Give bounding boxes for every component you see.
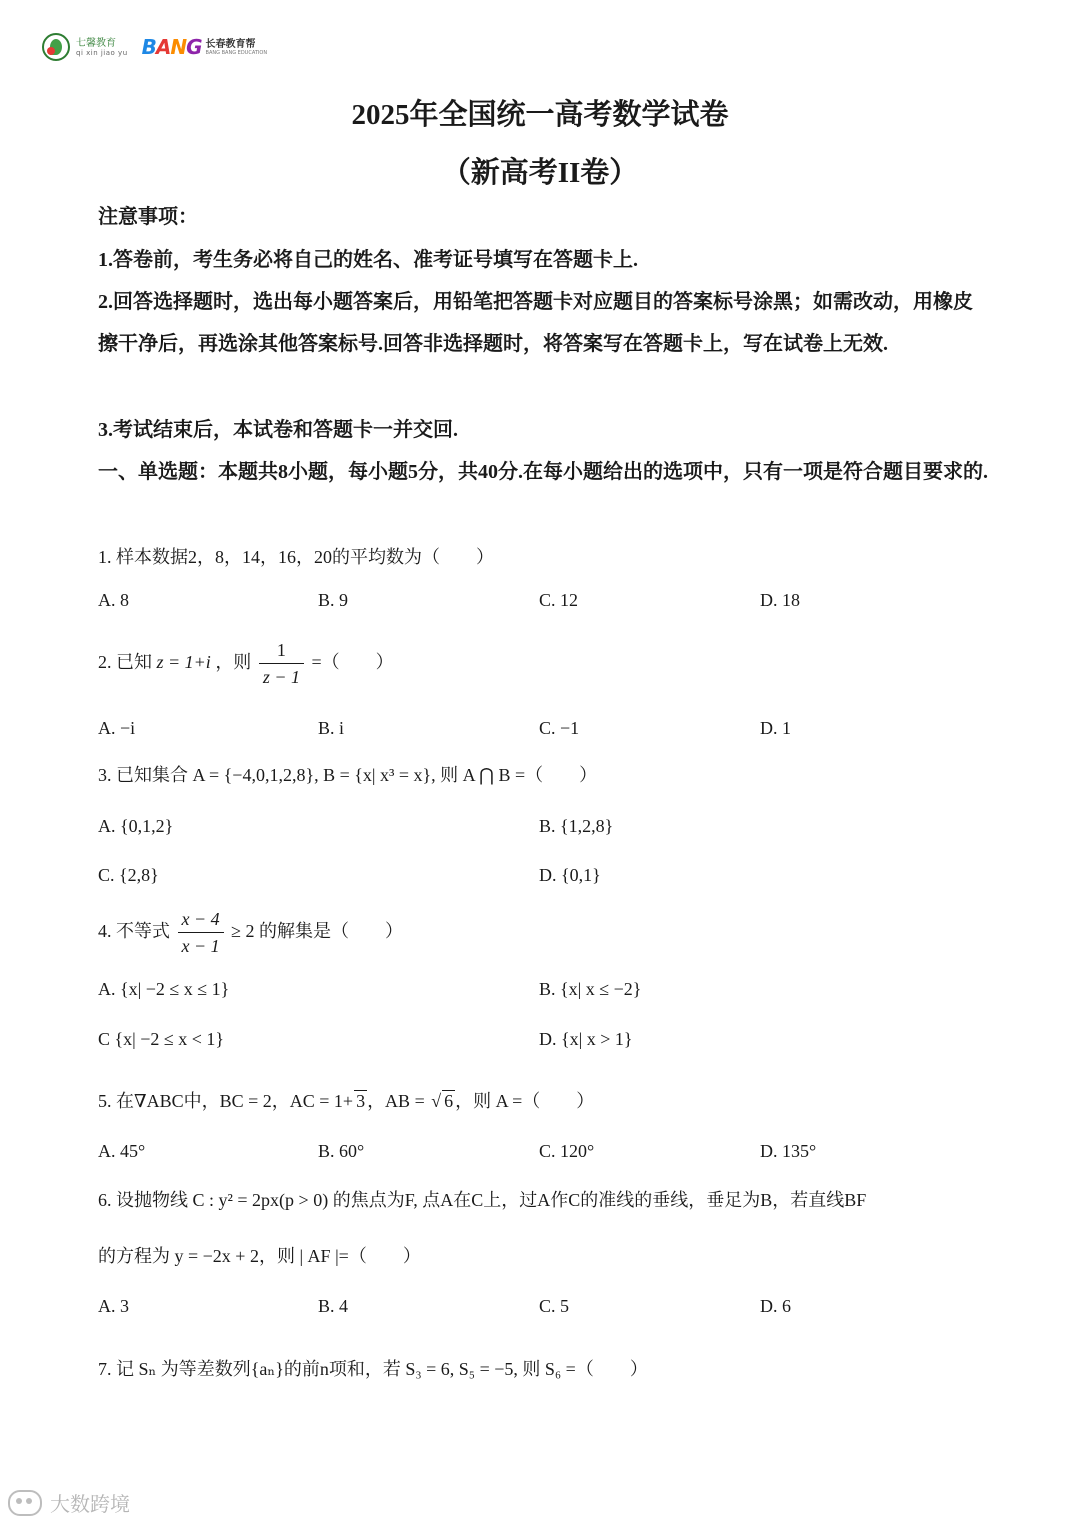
- q5-mid: ，AB =: [367, 1091, 430, 1111]
- q5-sqrt-6: 6: [444, 1091, 454, 1111]
- q4-fraction: [178, 908, 224, 957]
- page-subtitle: （新高考II卷）: [441, 157, 639, 189]
- logo2-name: 长春教育帮: [205, 38, 256, 50]
- q5-option-c[interactable]: C. 120°: [539, 1141, 595, 1161]
- q6-option-c[interactable]: C. 5: [539, 1296, 570, 1316]
- q2-option-d[interactable]: D. 1: [760, 718, 791, 738]
- question-7-stem: 7. 记 Sₙ 为等差数列{aₙ}的前n项和，若 S₃ = 6, S₅ = −5, 则 S₆ =（ ）: [98, 1359, 648, 1379]
- question-6-stem-line-1: 6. 设抛物线 C : y² = 2px(p > 0) 的焦点为F, 点A在C上，过A作C的准线的垂线，垂足为B，若直线BF: [98, 1190, 867, 1210]
- q4-option-d[interactable]: D. {x| x > 1}: [539, 1029, 633, 1049]
- page-title: 2025年全国统一高考数学试卷: [351, 99, 729, 131]
- q2-fraction: [259, 639, 304, 688]
- bang-letter: B: [141, 35, 156, 59]
- leaf-icon: [42, 33, 70, 61]
- q4-denominator: x − 1: [181, 936, 220, 957]
- logo1-name: 七馨教育: [76, 37, 116, 49]
- q2-condition: z = 1+i: [156, 652, 211, 672]
- q1-option-c[interactable]: C. 12: [539, 590, 579, 610]
- q2-lead: 2. 已知: [98, 652, 152, 672]
- bang-wordmark: [142, 35, 202, 59]
- q4-option-b[interactable]: B. {x| x ≤ −2}: [539, 979, 642, 999]
- q1-option-a[interactable]: A. 8: [98, 590, 129, 610]
- bang-letter: A: [155, 35, 171, 59]
- q6-option-d[interactable]: D. 6: [760, 1296, 791, 1316]
- q2-option-a[interactable]: A. −i: [98, 718, 136, 738]
- question-3-stem: 3. 已知集合 A = {−4,0,1,2,8}, B = {x| x³ = x}, 则 A ⋂ B =（ ）: [98, 765, 598, 785]
- chat-bubble-icon: [8, 1490, 42, 1516]
- notice-item-2: 2.回答选择题时，选出每小题答案后，用铅笔把答题卡对应题目的答案标号涂黑；如需改动，用橡皮擦干净后，再选涂其他答案标号.回答非选择题时，将答案写在答题卡上，写在试卷上无效.: [98, 291, 973, 355]
- q3-option-a[interactable]: A. {0,1,2}: [98, 816, 174, 836]
- q4-tail: ≥ 2 的解集是（ ）: [231, 921, 404, 941]
- q4-numerator: x − 4: [178, 908, 224, 933]
- q4-option-a[interactable]: A. {x| −2 ≤ x ≤ 1}: [98, 979, 230, 999]
- q6-option-b[interactable]: B. 4: [318, 1296, 349, 1316]
- section-heading: 一、单选题：本题共8小题，每小题5分，共40分.在每小题给出的选项中，只有一项是符合题目要求的.: [98, 461, 988, 483]
- question-4-stem: [98, 906, 403, 957]
- q5-option-a[interactable]: A. 45°: [98, 1141, 146, 1161]
- watermark: [8, 1488, 130, 1517]
- q2-sep: ，则: [215, 652, 252, 672]
- q5-option-d[interactable]: D. 135°: [760, 1141, 817, 1161]
- bang-letter: G: [186, 35, 202, 59]
- notice-heading: 注意事项：: [98, 206, 198, 228]
- q1-option-b[interactable]: B. 9: [318, 590, 349, 610]
- question-6-stem-line-2: 的方程为 y = −2x + 2，则 | AF |=（ ）: [98, 1246, 421, 1266]
- header-logos: [42, 30, 267, 64]
- question-2-stem: [98, 637, 394, 688]
- q6-option-a[interactable]: A. 3: [98, 1296, 129, 1316]
- q2-option-b[interactable]: B. i: [318, 718, 345, 738]
- q4-option-c[interactable]: C {x| −2 ≤ x < 1}: [98, 1029, 225, 1049]
- question-1-stem: 1. 样本数据2，8，14，16，20的平均数为（ ）: [98, 547, 494, 567]
- bang-letter: N: [170, 35, 187, 59]
- q1-option-d[interactable]: D. 18: [760, 590, 800, 610]
- q5-lead: 5. 在∇ABC中，BC = 2，AC = 1+: [98, 1091, 354, 1111]
- q5-tail: ，则 A =（ ）: [455, 1091, 595, 1111]
- notice-item-3: 3.考试结束后，本试卷和答题卡一并交回.: [98, 419, 458, 441]
- q2-tail: =（ ）: [311, 652, 394, 672]
- logo1-sub: qi xin jiao yu: [76, 48, 128, 57]
- question-5-stem: 5. 在∇ABC中，BC = 2，AC = 1+ 3 ，AB = √ 6 ，则 A =（ ）: [98, 1091, 595, 1111]
- q5-option-b[interactable]: B. 60°: [318, 1141, 365, 1161]
- q2-option-c[interactable]: C. −1: [539, 718, 580, 738]
- q3-option-c[interactable]: C. {2,8}: [98, 865, 159, 885]
- q3-option-b[interactable]: B. {1,2,8}: [539, 816, 614, 836]
- watermark-text: 大数跨境: [50, 1492, 130, 1516]
- q4-lead: 4. 不等式: [98, 921, 170, 941]
- q2-denominator: z − 1: [262, 667, 300, 688]
- bang-logo: [142, 35, 267, 59]
- notice-item-1: 1.答卷前，考生务必将自己的姓名、准考证号填写在答题卡上.: [98, 249, 638, 271]
- qixin-logo: [42, 33, 128, 61]
- q3-option-d[interactable]: D. {0,1}: [539, 865, 601, 885]
- logo2-sub: BANG BANG EDUCATION: [205, 49, 268, 56]
- q2-numerator: 1: [259, 639, 304, 664]
- q5-sqrt-3: 3: [356, 1091, 366, 1111]
